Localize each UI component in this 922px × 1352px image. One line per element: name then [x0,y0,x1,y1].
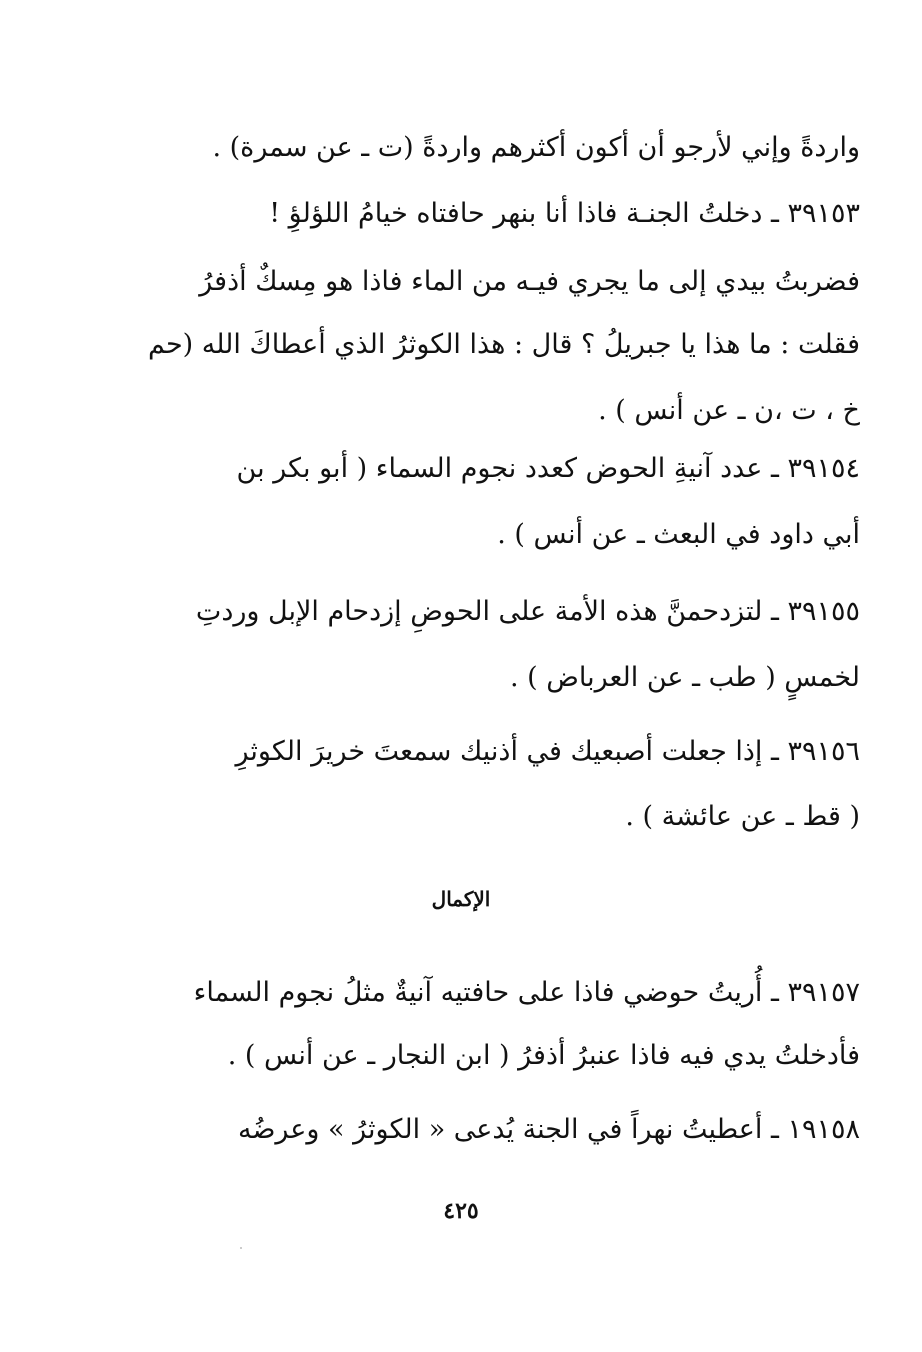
section-heading: الإكمال [431,887,491,911]
hadith-39154-line-1: ٣٩١٥٤ ـ عدد آنيةِ الحوض كعدد نجوم السماء ( أبو بكر بن [236,453,860,484]
hadith-39156-line-1: ٣٩١٥٦ ـ إذا جعلت أصبعيك في أذنيك سمعتَ خريرَ الكوثرِ [235,736,860,767]
page-number: ٤٢٥ [443,1198,479,1224]
hadith-39153-line-1: ٣٩١٥٣ ـ دخلتُ الجنـة فاذا أنا بنهر حافتاه خيامُ اللؤلؤِ ! [269,198,860,229]
hadith-39157-line-1: ٣٩١٥٧ ـ أُريتُ حوضي فاذا على حافتيه آنيةٌ مثلُ نجوم السماء [193,977,860,1008]
hadith-39153-line-4: خ ، ت ،ن ـ عن أنس ) . [598,395,860,426]
hadith-39156-line-2: ( قط ـ عن عائشة ) . [625,801,860,832]
text-line-1: واردةً وإني لأرجو أن أكون أكثرهم واردةً (ت ـ عن سمرة) . [212,132,860,163]
hadith-39153-line-2: فضربتُ بيدي إلى ما يجري فيـه من الماء فاذا هو مِسكٌ أذفرُ [199,266,860,297]
hadith-39157-line-2: فأدخلتُ يدي فيه فاذا عنبرُ أذفرُ ( ابن النجار ـ عن أنس ) . [227,1040,860,1071]
hadith-39154-line-2: أبي داود في البعث ـ عن أنس ) . [497,519,860,550]
hadith-39155-line-2: لخمسٍ ( طب ـ عن العرباض ) . [509,662,860,693]
hadith-19158-line-1: ١٩١٥٨ ـ أعطيتُ نهراً في الجنة يُدعى « الكوثرُ » وعرضُه [237,1114,860,1145]
hadith-39155-line-1: ٣٩١٥٥ ـ لتزدحمنَّ هذه الأمة على الحوضِ إزدحام الإبل وردتِ [195,596,860,627]
hadith-39153-line-3: فقلت : ما هذا يا جبريلُ ؟ قال : هذا الكوثرُ الذي أعطاكَ الله (حم [147,329,860,360]
scan-speck [240,1247,242,1249]
